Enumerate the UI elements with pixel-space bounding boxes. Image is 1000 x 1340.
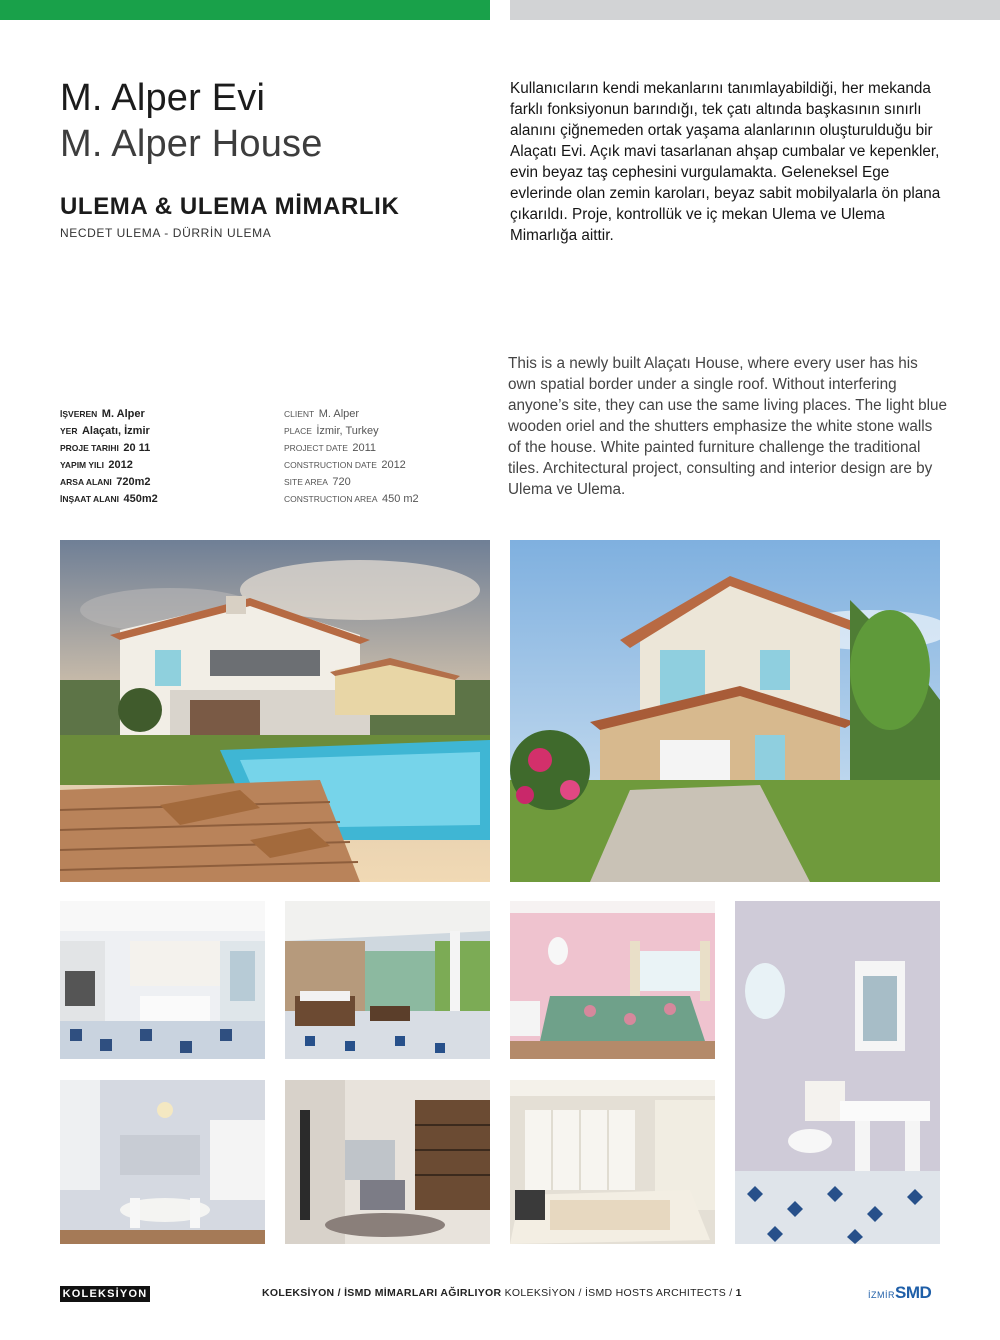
project-info-english <box>284 404 419 506</box>
footer-caption <box>262 1287 742 1299</box>
info-row <box>60 421 158 438</box>
info-row <box>60 455 158 472</box>
info-label: İŞVEREN <box>60 409 98 419</box>
info-row <box>284 404 419 421</box>
info-row <box>284 489 419 506</box>
izmir-smd-logo-small: İZMİR <box>868 1290 895 1300</box>
top-accent-bar-gray <box>510 0 1000 20</box>
info-value: 2012 <box>381 459 406 471</box>
info-value: M. Alper <box>318 408 360 420</box>
info-label: CONSTRUCTION DATE <box>284 460 377 470</box>
info-label: YER <box>60 426 78 436</box>
info-label: İNŞAAT ALANI <box>60 494 120 504</box>
footer-caption-regular: KOLEKSİYON / İSMD HOSTS ARCHITECTS / <box>501 1287 736 1299</box>
info-label: PROJECT DATE <box>284 443 348 453</box>
page-number: 1 <box>735 1287 742 1299</box>
info-value: 450m2 <box>123 493 158 505</box>
info-value: 720 <box>332 476 351 488</box>
photo-bedroom-pink <box>510 901 715 1059</box>
info-row <box>60 472 158 489</box>
photo-exterior-garden <box>510 540 940 882</box>
info-value: 2012 <box>108 459 133 471</box>
info-row <box>284 472 419 489</box>
description-english: This is a newly built Alaçatı House, where every user has his own spatial border under a single roof. Without interfering anyone’s site, they can use the same living places. The light blue wooden oriel and the shutters emphasize the white stone walls of the house. White painted furniture challenge the traditional tiles. Architectural project, consulting and interior design are by Ulema ve Ulema. <box>508 355 948 498</box>
izmir-smd-logo <box>868 1283 931 1303</box>
info-row <box>60 489 158 506</box>
photo-bathroom <box>735 901 940 1244</box>
info-row <box>60 438 158 455</box>
description-turkish: Kullanıcıların kendi mekanlarını tanımlayabildiği, her mekanda farklı fonksiyonun barındığı, tek çatı altında başkasının sınırlı alanını çiğnemeden ortak yaşama alanlarının oluşturulduğu bir Alaçatı Evi. Açık mavi tasarlanan ahşap cumbalar ve kepenkler, evin beyaz taş cephesini vurgulamakta. Geleneksel Ege evlerinde olan zemin karoları, beyaz sabit mobilyalarla ön plana çıkarıldı. Proje, kontrollük ve iç mekan Ulema ve Ulema Mimarlığa aittir. <box>510 80 941 244</box>
info-value: İzmir, Turkey <box>316 425 379 437</box>
info-value: 2011 <box>352 442 377 454</box>
project-info-turkish <box>60 404 158 506</box>
info-row <box>284 421 419 438</box>
izmir-smd-logo-big: SMD <box>895 1283 932 1302</box>
info-label: ARSA ALANI <box>60 477 112 487</box>
project-title-english: M. Alper House <box>60 123 323 165</box>
photo-terrace-living <box>285 901 490 1059</box>
info-label: YAPIM YILI <box>60 460 104 470</box>
koleksiyon-logo: KOLEKSİYON <box>60 1286 150 1302</box>
architect-names: NECDET ULEMA - DÜRRİN ULEMA <box>60 226 272 240</box>
photo-dining <box>60 1080 265 1244</box>
info-label: PROJE TARIHI <box>60 443 119 453</box>
photo-library-living <box>285 1080 490 1244</box>
architecture-firm-name: ULEMA & ULEMA MİMARLIK <box>60 193 400 220</box>
info-label: SITE AREA <box>284 477 328 487</box>
info-value: 20 11 <box>123 442 151 454</box>
photo-bedroom-wardrobe <box>510 1080 715 1244</box>
footer-caption-bold: KOLEKSİYON / İSMD MİMARLARI AĞIRLIYOR <box>262 1287 502 1299</box>
info-value: M. Alper <box>101 408 145 420</box>
info-label: CONSTRUCTION AREA <box>284 494 378 504</box>
info-row <box>60 404 158 421</box>
info-row <box>284 438 419 455</box>
info-label: PLACE <box>284 426 312 436</box>
photo-kitchen <box>60 901 265 1059</box>
info-value: 450 m2 <box>381 493 419 505</box>
info-value: Alaçatı, İzmir <box>81 425 150 437</box>
photo-exterior-pool <box>60 540 490 882</box>
info-value: 720m2 <box>116 476 151 488</box>
top-accent-bar-green <box>0 0 490 20</box>
project-title-turkish: M. Alper Evi <box>60 77 266 119</box>
info-row <box>284 455 419 472</box>
info-label: CLIENT <box>284 409 315 419</box>
